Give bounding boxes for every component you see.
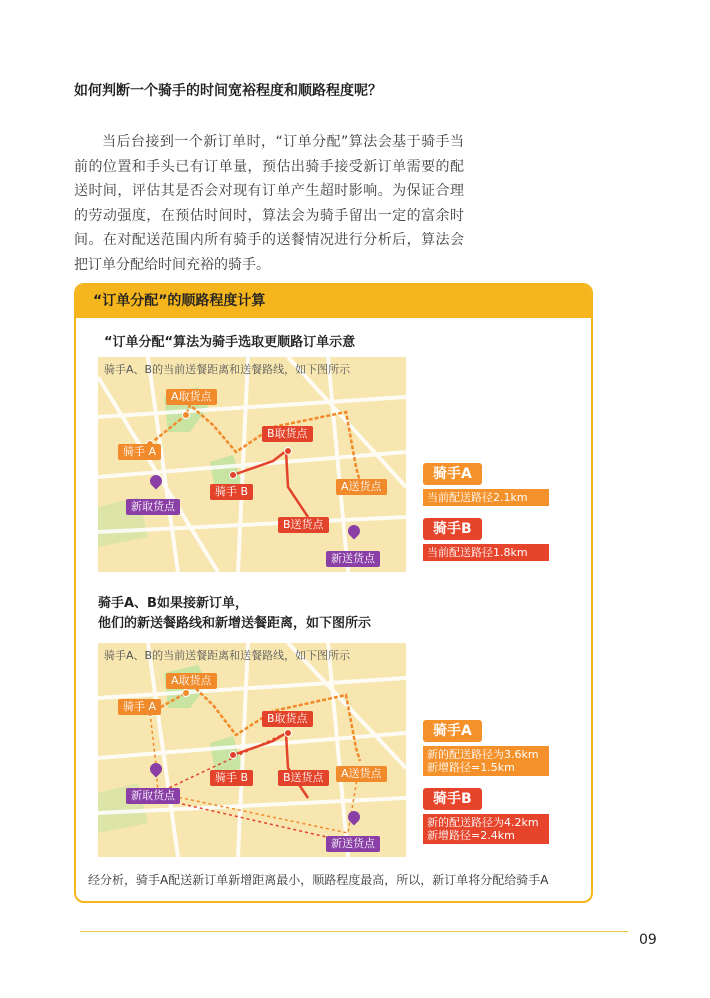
section1-title: “订单分配“算法为骑手选取更顺路订单示意 (104, 335, 356, 350)
section2-title-line2: 他们的新送餐路线和新增送餐距离，如下图所示 (98, 616, 372, 631)
legend-new (423, 720, 549, 844)
a-dropoff-label-2: A送货点 (336, 766, 387, 782)
legend-rider-b: 骑手B (423, 518, 482, 540)
a-pickup-label-2: A取货点 (166, 673, 217, 689)
a-pickup-label: A取货点 (166, 389, 217, 405)
rider-b-label: 骑手 B (210, 484, 253, 500)
section2-title-line1: 骑手A、B如果接新订单， (98, 596, 248, 611)
map-new-routes (98, 643, 406, 857)
legend-rider-a-info-2 (423, 746, 549, 776)
legend-rider-b-info-2 (423, 814, 549, 844)
legend-rider-a-newpath: 新的配送路径为3.6km (427, 748, 539, 761)
footer-divider (80, 931, 628, 932)
map-caption-2: 骑手A、B的当前送餐距离和送餐路线，如下图所示 (104, 649, 351, 662)
legend-rider-a-2: 骑手A (423, 720, 482, 742)
info-box-title: “订单分配”的顺路程度计算 (76, 285, 591, 318)
b-dropoff-label: B送货点 (278, 517, 329, 533)
new-dropoff-label-2: 新送货点 (326, 836, 380, 852)
map-new-svg (98, 643, 406, 857)
rider-b-label-2: 骑手 B (210, 770, 253, 786)
b-pickup-label-2: B取货点 (262, 711, 313, 727)
map-caption: 骑手A、B的当前送餐距离和送餐路线，如下图所示 (104, 363, 351, 376)
intro-paragraph: 当后台接到一个新订单时，“订单分配”算法会基于骑手当前的位置和手头已有订单量，预估出骑手接受新订单需要的配送时间，评估其是否会对现有订单产生超时影响。为保证合理的劳动强度，在预估时间时，算法会为骑手留出一定的富余时间。在对配送范围内所有骑手的送餐情况进行分析后，算法会把订单分配给时间充裕的骑手。 (74, 134, 464, 273)
new-pickup-label-2: 新取货点 (126, 788, 180, 804)
map-current-routes (98, 357, 406, 572)
legend-rider-b-info: 当前配送路径1.8km (423, 544, 549, 561)
map-current-svg (98, 357, 406, 572)
new-pickup-label: 新取货点 (126, 499, 180, 515)
legend-rider-a-added: 新增路径=1.5km (427, 761, 515, 774)
legend-rider-b-added: 新增路径=2.4km (427, 829, 515, 842)
new-dropoff-label: 新送货点 (326, 551, 380, 567)
b-pickup-label: B取货点 (262, 426, 313, 442)
rider-a-label-2: 骑手 A (118, 699, 161, 715)
legend-rider-b-2: 骑手B (423, 788, 482, 810)
legend-rider-b-newpath: 新的配送路径为4.2km (427, 816, 539, 829)
a-dropoff-label: A送货点 (336, 479, 387, 495)
question-heading: 如何判断一个骑手的时间宽裕程度和顺路程度呢？ (74, 83, 382, 99)
conclusion-text: 经分析，骑手A配送新订单新增距离最小，顺路程度最高，所以，新订单将分配给骑手A (88, 873, 549, 887)
legend-rider-a-info: 当前配送路径2.1km (423, 489, 549, 506)
legend-rider-a: 骑手A (423, 463, 482, 485)
page-number: 09 (639, 932, 657, 948)
b-dropoff-label-2: B送货点 (278, 770, 329, 786)
rider-a-label: 骑手 A (118, 444, 161, 460)
legend-current (423, 463, 549, 561)
